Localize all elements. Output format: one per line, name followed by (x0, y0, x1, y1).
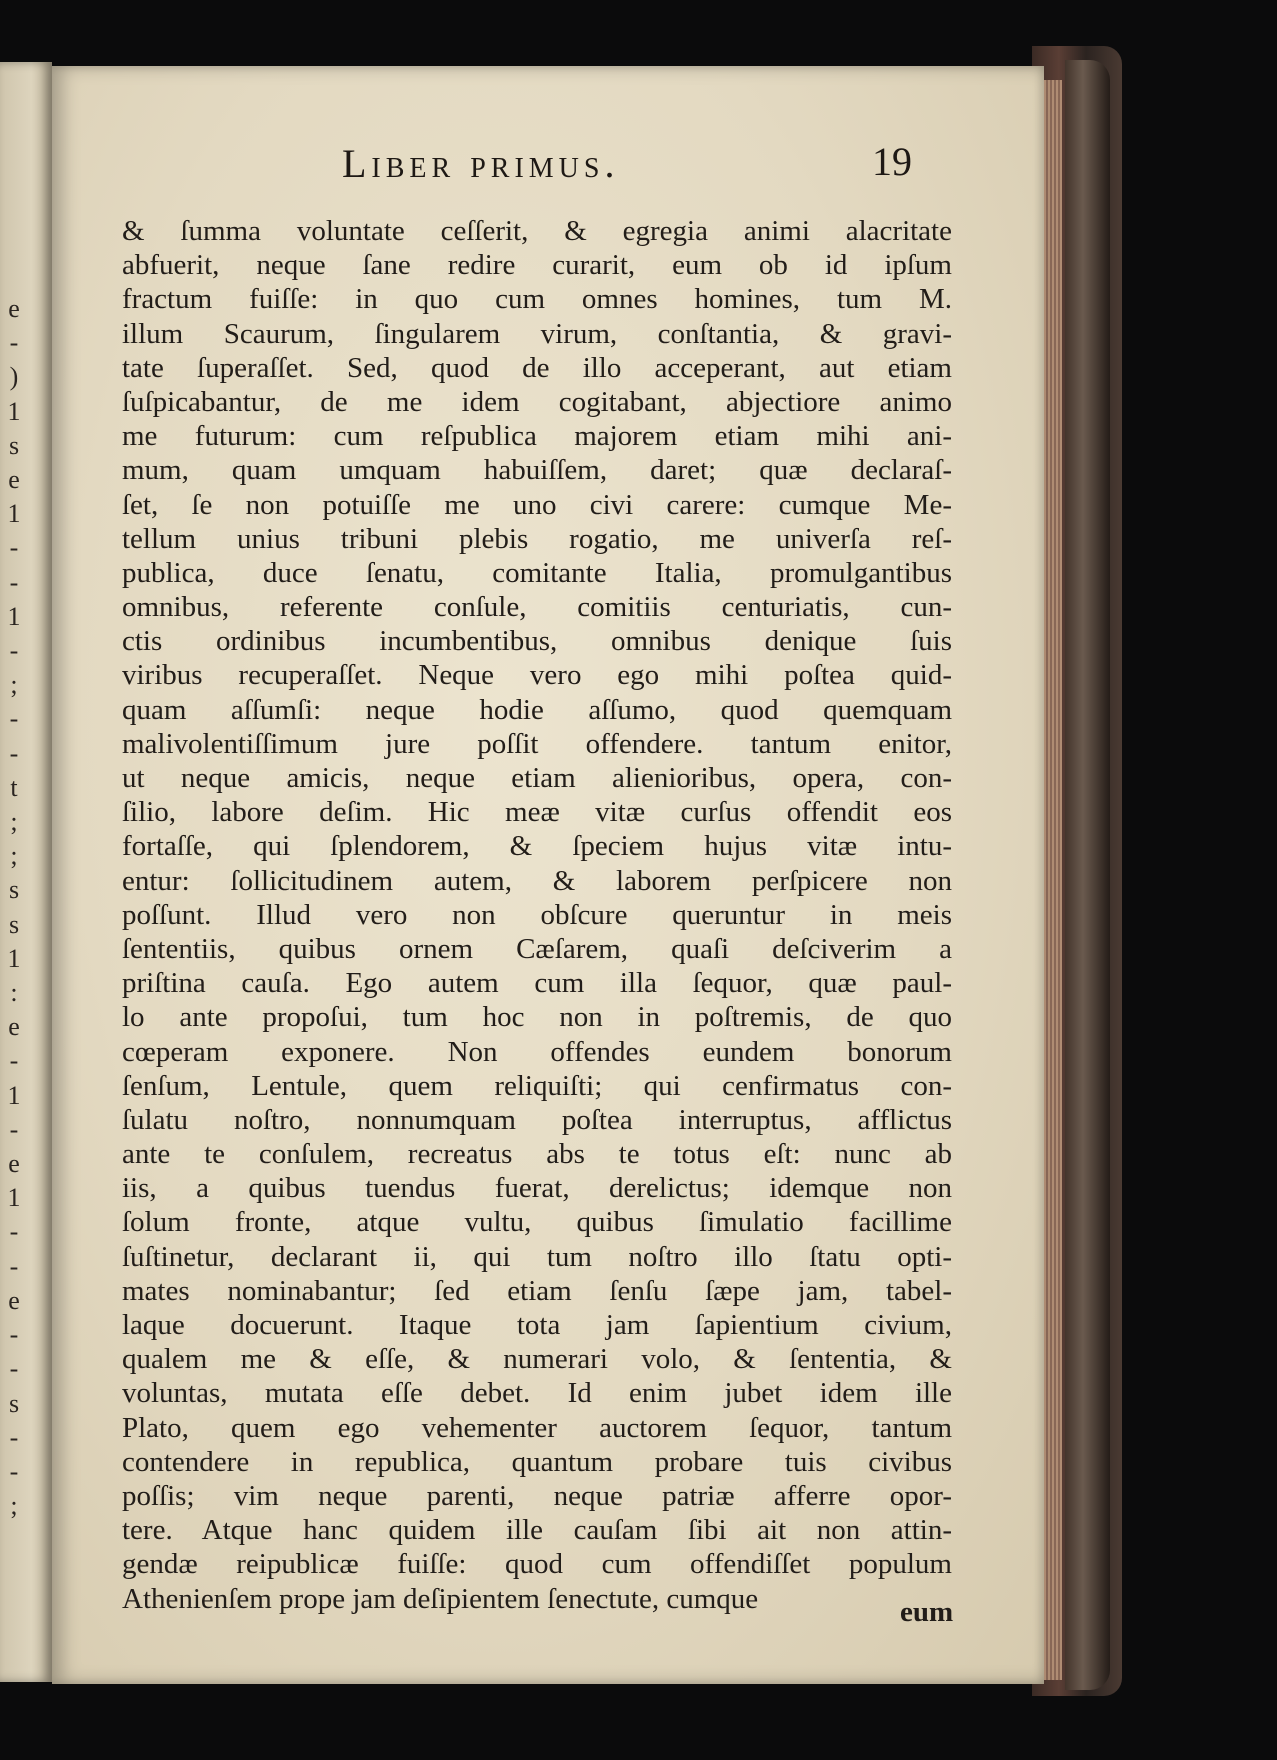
left-page-fragment: - (9, 1456, 19, 1486)
left-page-fragment: e (8, 1149, 20, 1179)
text-line: viribus recuperaſſet. Neque vero ego mihi poſtea quid- (122, 659, 952, 692)
left-page-fragment: s (8, 1388, 20, 1418)
left-page-fragment: - (9, 1114, 19, 1144)
text-line: ſet, ſe non potuiſſe me uno civi carere: cumque Me- (122, 488, 952, 521)
left-page-fragment: ) (9, 362, 19, 392)
left-page-fragment: ; (10, 807, 18, 837)
left-page-fragment: - (9, 738, 19, 768)
left-page-fragment: e (8, 1285, 20, 1315)
book-spine (1065, 60, 1110, 1690)
text-line: qualem me & eſſe, & numerari volo, & ſententia, & (122, 1343, 952, 1376)
text-line: Plato, quem ego vehementer auctorem ſequor, tantum (122, 1411, 952, 1444)
running-title: Liber primus. (342, 141, 620, 186)
left-page-fragment: e (8, 294, 20, 323)
left-page-fragment: e (8, 1012, 20, 1042)
text-line: ut neque amicis, neque etiam alienioribus, opera, con- (122, 762, 952, 794)
body-text (122, 214, 952, 1616)
text-line: mates nominabantur; ſed etiam ſenſu ſæpe jam, tabel- (122, 1274, 952, 1307)
left-page-fragment: s (8, 430, 20, 460)
left-page-fragment: - (9, 533, 19, 563)
text-line: quam aſſumſi: neque hodie aſſumo, quod quemquam (122, 693, 952, 726)
text-line: ſilio, labore deſim. Hic meæ vitæ curſus offendit eos (122, 796, 952, 829)
text-line: omnibus, referente conſule, comitiis centuriatis, cun- (122, 591, 952, 624)
left-page-fragment: - (9, 1354, 19, 1384)
left-page-fragment: 1 (7, 601, 21, 631)
text-line: ctis ordinibus incumbentibus, omnibus denique ſuis (122, 625, 952, 658)
left-page-fragment: - (9, 1251, 19, 1281)
running-head (290, 140, 730, 190)
left-page-fragment: - (9, 1046, 19, 1076)
text-line: ſuſtinetur, declarant ii, qui tum noſtro illo ſtatu opti- (122, 1240, 952, 1273)
text-line: iis, a quibus tuendus fuerat, derelictus; idemque non (122, 1172, 952, 1205)
text-line: tellum unius tribuni plebis rogatio, me univerſa reſ- (122, 522, 952, 555)
catchword: eum (900, 1596, 954, 1628)
left-page-fragment: 1 (7, 396, 21, 426)
text-line: malivolentiſſimum jure poſſit offendere. tantum enitor, (122, 727, 952, 760)
left-page-fragment: - (9, 1320, 19, 1350)
text-line: entur: ſollicitudinem autem, & laborem perſpicere non (122, 864, 952, 897)
text-line: voluntas, mutata eſſe debet. Id enim jubet idem ille (122, 1377, 952, 1410)
text-line: poſſunt. Illud vero non obſcure queruntur in meis (122, 898, 952, 931)
left-page-fragment: ; (10, 1491, 18, 1521)
text-line: publica, duce ſenatu, comitante Italia, promulgantibus (122, 556, 952, 589)
left-page-fragment: - (9, 328, 19, 358)
text-line: Athenienſem prope jam deſipientem ſenectute, cumque (122, 1582, 759, 1615)
left-page-edge (0, 62, 52, 1682)
page-number: 19 (872, 139, 912, 184)
text-line: ſenſum, Lentule, quem reliquiſti; qui cenfirmatus con- (122, 1069, 952, 1102)
text-line: ſuſpicabantur, de me idem cogitabant, abjectiore animo (122, 385, 952, 418)
text-line: contendere in republica, quantum probare tuis civibus (122, 1445, 952, 1478)
left-page-fragment: 1 (7, 1080, 21, 1110)
left-page-fragment: ; (10, 670, 18, 700)
left-page-fragment: - (9, 704, 19, 734)
text-line: abfuerit, neque ſane redire curarit, eum ob id ipſum (122, 249, 952, 282)
left-page-fragment: 1 (7, 499, 21, 529)
text-line: mum, quam umquam habuiſſem, daret; quæ declaraſ- (122, 454, 952, 487)
text-line: laque docuerunt. Itaque tota jam ſapientium civium, (122, 1309, 952, 1341)
left-page-fragment: - (9, 1422, 19, 1452)
text-line: fractum fuiſſe: in quo cum omnes homines, tum M. (122, 283, 952, 316)
left-page-fragment: ; (10, 841, 18, 871)
text-line: ſolum fronte, atque vultu, quibus ſimulatio facillime (122, 1206, 952, 1239)
text-line: ſententiis, quibus ornem Cæſarem, quaſi deſciverim a (122, 932, 952, 965)
left-page-fragment: 1 (7, 1183, 21, 1213)
text-line: priſtina cauſa. Ego autem cum illa ſequor, quæ paul- (122, 967, 952, 1000)
text-line: tere. Atque hanc quidem ille cauſam ſibi ait non attin- (122, 1514, 952, 1547)
left-page-fragment: e (8, 465, 20, 495)
text-line: illum Scaurum, ſingularem virum, conſtantia, & gravi- (122, 317, 952, 350)
left-page-fragment: - (9, 636, 19, 666)
text-line: tate ſuperaſſet. Sed, quod de illo acceperant, aut etiam (122, 351, 952, 384)
text-line: ſulatu noſtro, nonnumquam poſtea interruptus, afflictus (122, 1103, 952, 1136)
left-page-fragment: s (8, 909, 20, 939)
text-line: me futurum: cum reſpublica majorem etiam mihi ani- (122, 420, 952, 453)
left-page-fragment: : (10, 978, 18, 1008)
left-page-fragment: - (9, 567, 19, 597)
text-line: & ſumma voluntate ceſſerit, & egregia animi alacritate (122, 215, 952, 247)
text-line: gendæ reipublicæ fuiſſe: quod cum offendiſſet populum (122, 1548, 952, 1581)
left-page-fragment: s (8, 875, 20, 905)
text-line: ante te conſulem, recreatus abs te totus eſt: nunc ab (122, 1138, 952, 1171)
left-page-fragment: t (10, 772, 18, 802)
text-line: lo ante propoſui, tum hoc non in poſtremis, de quo (122, 1001, 952, 1034)
text-line: poſſis; vim neque parenti, neque patriæ afferre opor- (122, 1479, 952, 1512)
left-page-fragment: 1 (7, 943, 21, 973)
text-line: fortaſſe, qui ſplendorem, & ſpeciem hujus vitæ intu- (122, 830, 952, 863)
left-page-fragment: - (9, 1217, 19, 1247)
text-line: cœperam exponere. Non offendes eundem bonorum (122, 1035, 952, 1068)
left-page-fragments (4, 292, 24, 1523)
